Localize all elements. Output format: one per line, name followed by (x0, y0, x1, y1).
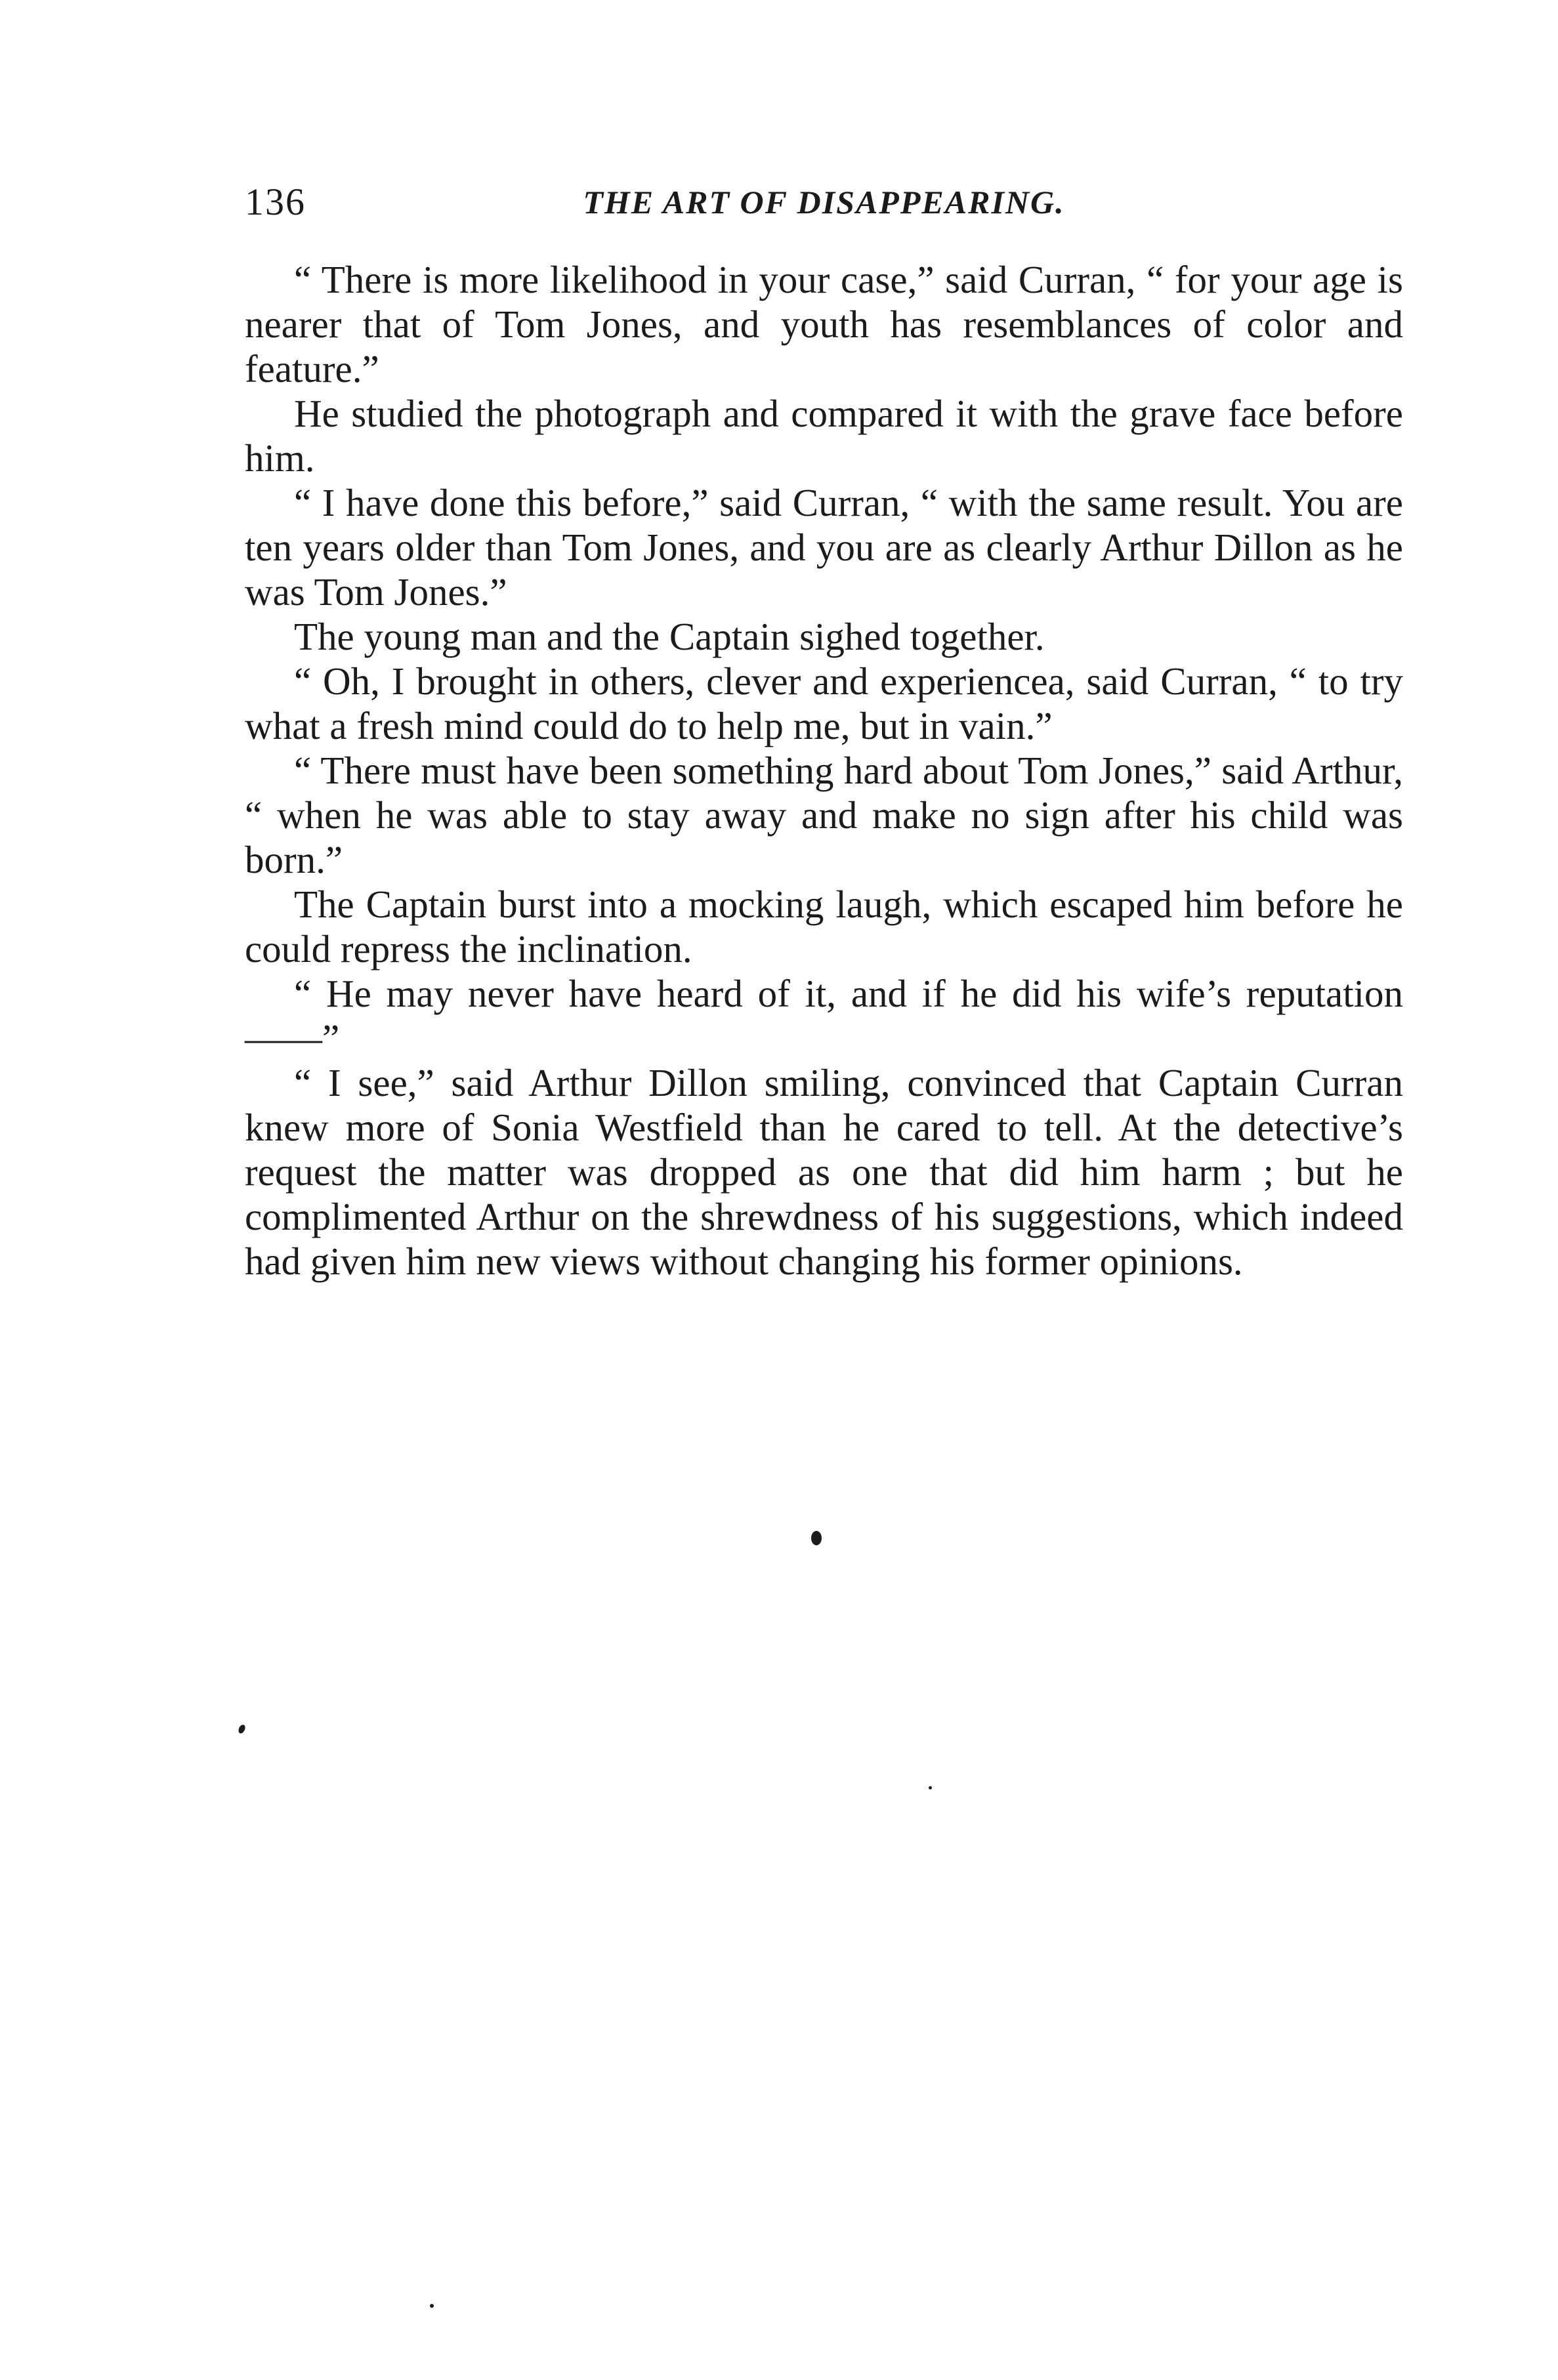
paragraph: “ I see,” said Arthur Dillon smiling, convinced that Captain Curran knew more of Sonia Westfield than he cared to tell. At the detective’s request the matter was dropped as one that did him harm ; but he complimented Arthur on the shrewdness of his suggestions, which indeed had given him new views without changing his former opinions. (245, 1061, 1403, 1283)
ink-spot (430, 2304, 434, 2308)
paragraph: “ Oh, I brought in others, clever and experiencea, said Curran, “ to try what a fresh mind could do to help me, but in vain.” (245, 659, 1403, 747)
running-title: THE ART OF DISAPPEARING. (583, 184, 1065, 220)
paragraph: The Captain burst into a mocking laugh, which escaped him before he could repress the inclination. (245, 883, 1403, 971)
paragraph: “ He may never have heard of it, and if he did his wife’s reputation——” (245, 972, 1403, 1060)
ink-spot (929, 1786, 932, 1789)
body-text (245, 257, 1403, 1284)
paragraph: The young man and the Captain sighed together. (294, 615, 1045, 658)
page-number: 136 (245, 180, 306, 223)
paragraph: “ There is more likelihood in your case,” said Curran, “ for your age is nearer that of Tom Jones, and youth has resemblances of color and feature.” (245, 258, 1403, 390)
paragraph: He studied the photograph and compared it with the grave face before him. (245, 392, 1403, 480)
page-header (245, 176, 1403, 228)
paragraph: “ There must have been something hard about Tom Jones,” said Arthur, “ when he was able to stay away and make no sign after his child was born.” (245, 749, 1403, 881)
ink-spot (811, 1531, 822, 1545)
ink-spot (237, 1724, 246, 1734)
paragraph: “ I have done this before,” said Curran, “ with the same result. You are ten years older than Tom Jones, and you are as clearly Arthur Dillon as he was Tom Jones.” (245, 481, 1403, 614)
